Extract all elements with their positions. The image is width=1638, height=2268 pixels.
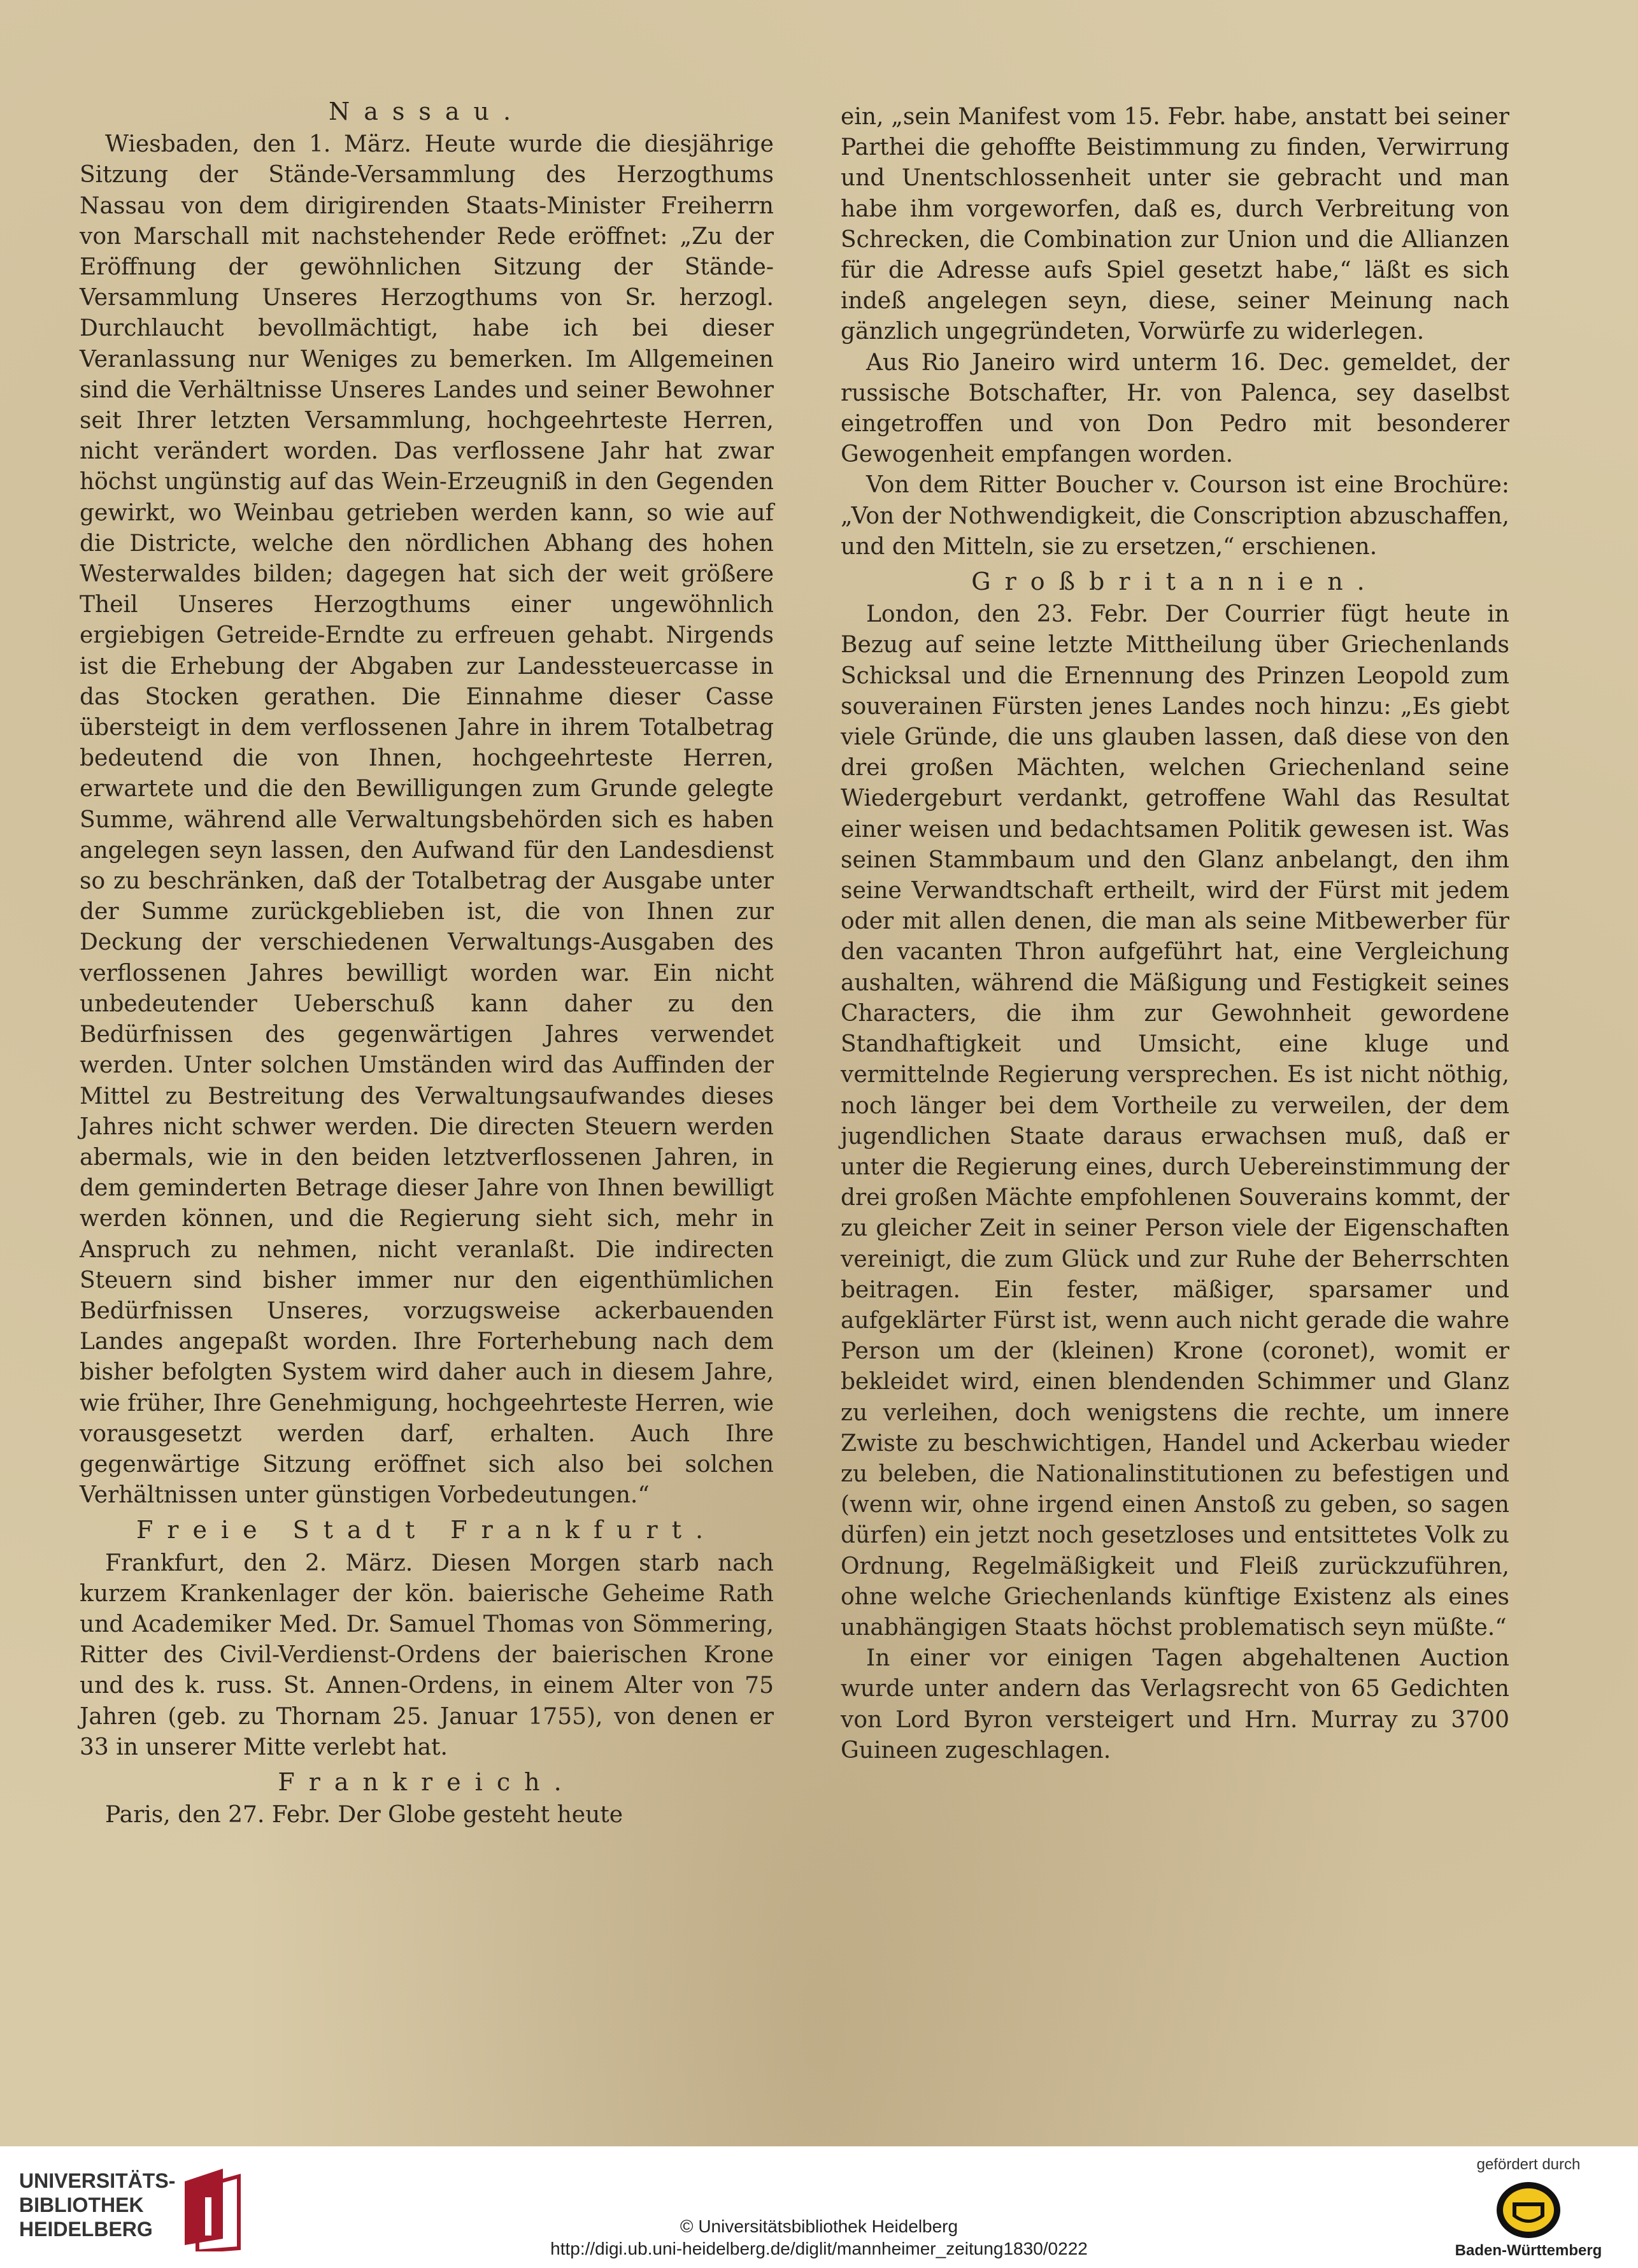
article-byron: In einer vor einigen Tagen abgehaltenen Auction wurde unter andern das Verlagsrecht von 65 Gedichten von Lord Byron versteigert und Hrn. Murray zu 3700 Guineen zugeschlagen. <box>841 1645 1509 1764</box>
article-brochure: Von dem Ritter Boucher v. Courson ist eine Brochüre: „Von der Nothwendigkeit, die Conscription abzuschaffen, und den Mitteln, sie zu ersetzen,“ erschienen. <box>841 472 1509 560</box>
logo-line-3: HEIDELBERG <box>19 2218 153 2241</box>
logo-line-2: BIBLIOTHEK <box>19 2193 144 2216</box>
article-nassau: Wiesbaden, den 1. März. Heute wurde die diesjährige Sitzung der Stände-Versammlung des Herzogthums Nassau von dem dirigirenden Staats-Minister Freiherrn von Marschall mit nachstehender Rede eröffnet: „Zu der Eröffnung der gewöhnlichen Sitzung der Stände-Versammlung Unseres Herzogthums von Sr. herzogl. Durchlaucht bevollmächtigt, habe ich bei dieser Veranlassung nur Weniges zu bemerken. Im Allgemeinen sind die Verhältnisse Unseres Landes und seiner Bewohner seit Ihrer letzten Versammlung, hochgeehrteste Herren, nicht verändert worden. Das verflossene Jahr hat zwar höchst ungünstig auf das Wein-Erzeugniß in den Gegenden gewirkt, wo Weinbau getrieben werden kann, so wie auf die Districte, welche den nördlichen Abhang des hohen Westerwaldes bilden; dagegen hat sich der weit größere Theil Unseres Herzogthums einer ungewöhnlich ergiebigen Getreide-Erndte zu erfreuen gehabt. Nirgends ist die Erhebung der Abgaben zur Landessteuercasse in das Stocken gerathen. Die Einnahme dieser Casse übersteigt in dem verflossenen Jahre in ihrem Totalbetrag bedeutend die von Ihnen, hochgeehrteste Herren, erwartete und die den Bewilligungen zum Grunde gelegte Summe, während alle Verwaltungsbehörden sich es haben angelegen seyn lassen, den Aufwand für den Landesdienst so zu beschränken, daß der Totalbetrag der Ausgabe unter der Summe zurückgeblieben ist, die von Ihnen zur Deckung der verschiedenen Verwaltungs-Ausgaben des verflossenen Jahres bewilligt worden war. Ein nicht unbedeutender Ueberschuß kann daher zu den Bedürfnissen des gegenwärtigen Jahres verwendet werden. Unter solchen Umständen wird das Auffinden der Mittel zu Bestreitung des Verwaltungsaufwandes dieses Jahres nicht schwer werden. Die directen Steuern werden abermals, wie in den beiden letztverflossenen Jahren, in dem geminderten Betrage dieser Jahre von Ihnen bewilligt werden können, und die Regierung sieht sich, mehr in Anspruch zu nehmen, nicht veranlaßt. Die indirecten Steuern sind bisher immer nur den eigenthümlichen Bedürfnissen Unseres, vorzugsweise ackerbauenden Landes angepaßt worden. Ihre Forterhebung nach dem bisher befolgten System wird daher auch in diesem Jahre, wie früher, Ihre Genehmigung, hochgeehrteste Herren, wie vorausgesetzt werden darf, erhalten. Auch Ihre gegenwärtige Sitzung eröffnet sich also bei solchen Verhältnissen unter günstigen Vorbedeutungen.“ <box>80 131 774 1509</box>
section-heading-grossbritannien: Großbritannien. <box>971 567 1379 596</box>
baden-wuerttemberg-crest-icon[interactable] <box>1493 2178 1563 2242</box>
article-paris-start: Paris, den 27. Febr. Der Globe gesteht heute <box>105 1802 623 1829</box>
logo-line-1: UNIVERSITÄTS- <box>19 2169 176 2192</box>
library-emblem-icon <box>178 2162 248 2251</box>
left-column <box>80 92 774 1830</box>
section-heading-nassau: Nassau. <box>328 97 525 125</box>
article-rio: Aus Rio Janeiro wird unterm 16. Dec. gemeldet, der russische Botschafter, Hr. von Palenca, sey daselbst eingetroffen und von Don Pedro mit besonderer Gewogenheit empfangen worden. <box>841 349 1509 468</box>
article-london: London, den 23. Febr. Der Courrier fügt heute in Bezug auf seine letzte Mittheilung über Griechenlands Schicksal und die Ernennung des Prinzen Leopold zum souverainen Fürsten jenes Landes noch hinzu: „Es giebt viele Gründe, die uns glauben lassen, daß diese von den drei großen Mächten, welchen Griechenland seine Wiedergeburt verdankt, getroffene Wahl das Resultat einer weisen und bedachtsamen Politik gewesen ist. Was seinen Stammbaum und den Glanz anbelangt, den ihm seine Verwandtschaft ertheilt, wird der Fürst mit jedem oder mit allen denen, die man als seine Mitbewerber für den vacanten Thron aufgeführt hat, eine Vergleichung aushalten, während die Mäßigung und Festigkeit seines Characters, die ihm zur Gewohnheit gewordene Standhaftigkeit und Umsicht, eine kluge und vermittelnde Regierung versprechen. Es ist nicht nöthig, noch länger bei dem Vortheile zu verweilen, der dem jugendlichen Staate daraus erwachsen muß, daß er unter die Regierung eines, durch Uebereinstimmung der drei großen Mächte empfohlenen Souverains kommt, der zu gleicher Zeit in seiner Person viele der Eigenschaften vereinigt, die zum Glück und zur Ruhe der Beherrschten beitragen. Ein fester, mäßiger, sparsamer und aufgeklärter Fürst ist, wenn auch nicht gerade die wahre Person um der (kleinen) Krone (coronet), womit er bekleidet wird, einen blendenden Schimmer und Glanz zu verleihen, doch wenigstens die rechte, um innere Zwiste zu beschwichtigen, Handel und Ackerbau wieder zu beleben, die Nationalinstitutionen zu befestigen und (wenn wir, ohne irgend einen Anstoß zu geben, so sagen dürfen) ein jetzt noch gesetzloses und entsittetes Volk zu Ordnung, Regelmäßigkeit und Fleiß zurückzuführen, ohne welche Griechenlands künftige Existenz als eines unabhängigen Staats höchst problematisch seyn müßte.“ <box>841 601 1509 1641</box>
section-heading-frankfurt: Freie Stadt Frankfurt. <box>136 1516 718 1544</box>
right-column <box>841 102 1509 1766</box>
article-paris-continued: ein, „sein Manifest vom 15. Febr. habe, anstatt bei seiner Parthei die gehoffte Beistimmung zu finden, Verwirrung und Unentschlossenheit unter sie gebracht und man habe ihm vorgeworfen, daß es, durch Verbreitung von Schrecken, die Combination zur Union und die Allianzen für die Adresse aufs Spiel gesetzt habe,“ läßt es sich indeß angelegen seyn, diese, seiner Meinung nach gänzlich ungegründeten, Vorwürfe zu widerlegen. <box>841 104 1509 345</box>
permalink-url[interactable]: http://digi.ub.uni-heidelberg.de/diglit/mannheimer_zeitung1830/0222 <box>550 2239 1088 2258</box>
section-heading-frankreich: Frankreich. <box>278 1767 576 1796</box>
funded-by-label: gefördert durch <box>1476 2156 1581 2173</box>
article-frankfurt: Frankfurt, den 2. März. Diesen Morgen starb nach kurzem Krankenlager der kön. baierische Geheime Rath und Academiker Med. Dr. Samuel Thomas von Sömmering, Ritter des Civil-Verdienst-Ordens der baierischen Krone und des k. russ. St. Annen-Ordens, in einem Alter von 75 Jahren (geb. zu Thornam 25. Januar 1755), von denen er 33 in unserer Mitte verlebt hat. <box>80 1550 774 1760</box>
copyright-notice: © Universitätsbibliothek Heidelberg <box>680 2216 958 2236</box>
funder-name: Baden-Württemberg <box>1455 2242 1602 2259</box>
